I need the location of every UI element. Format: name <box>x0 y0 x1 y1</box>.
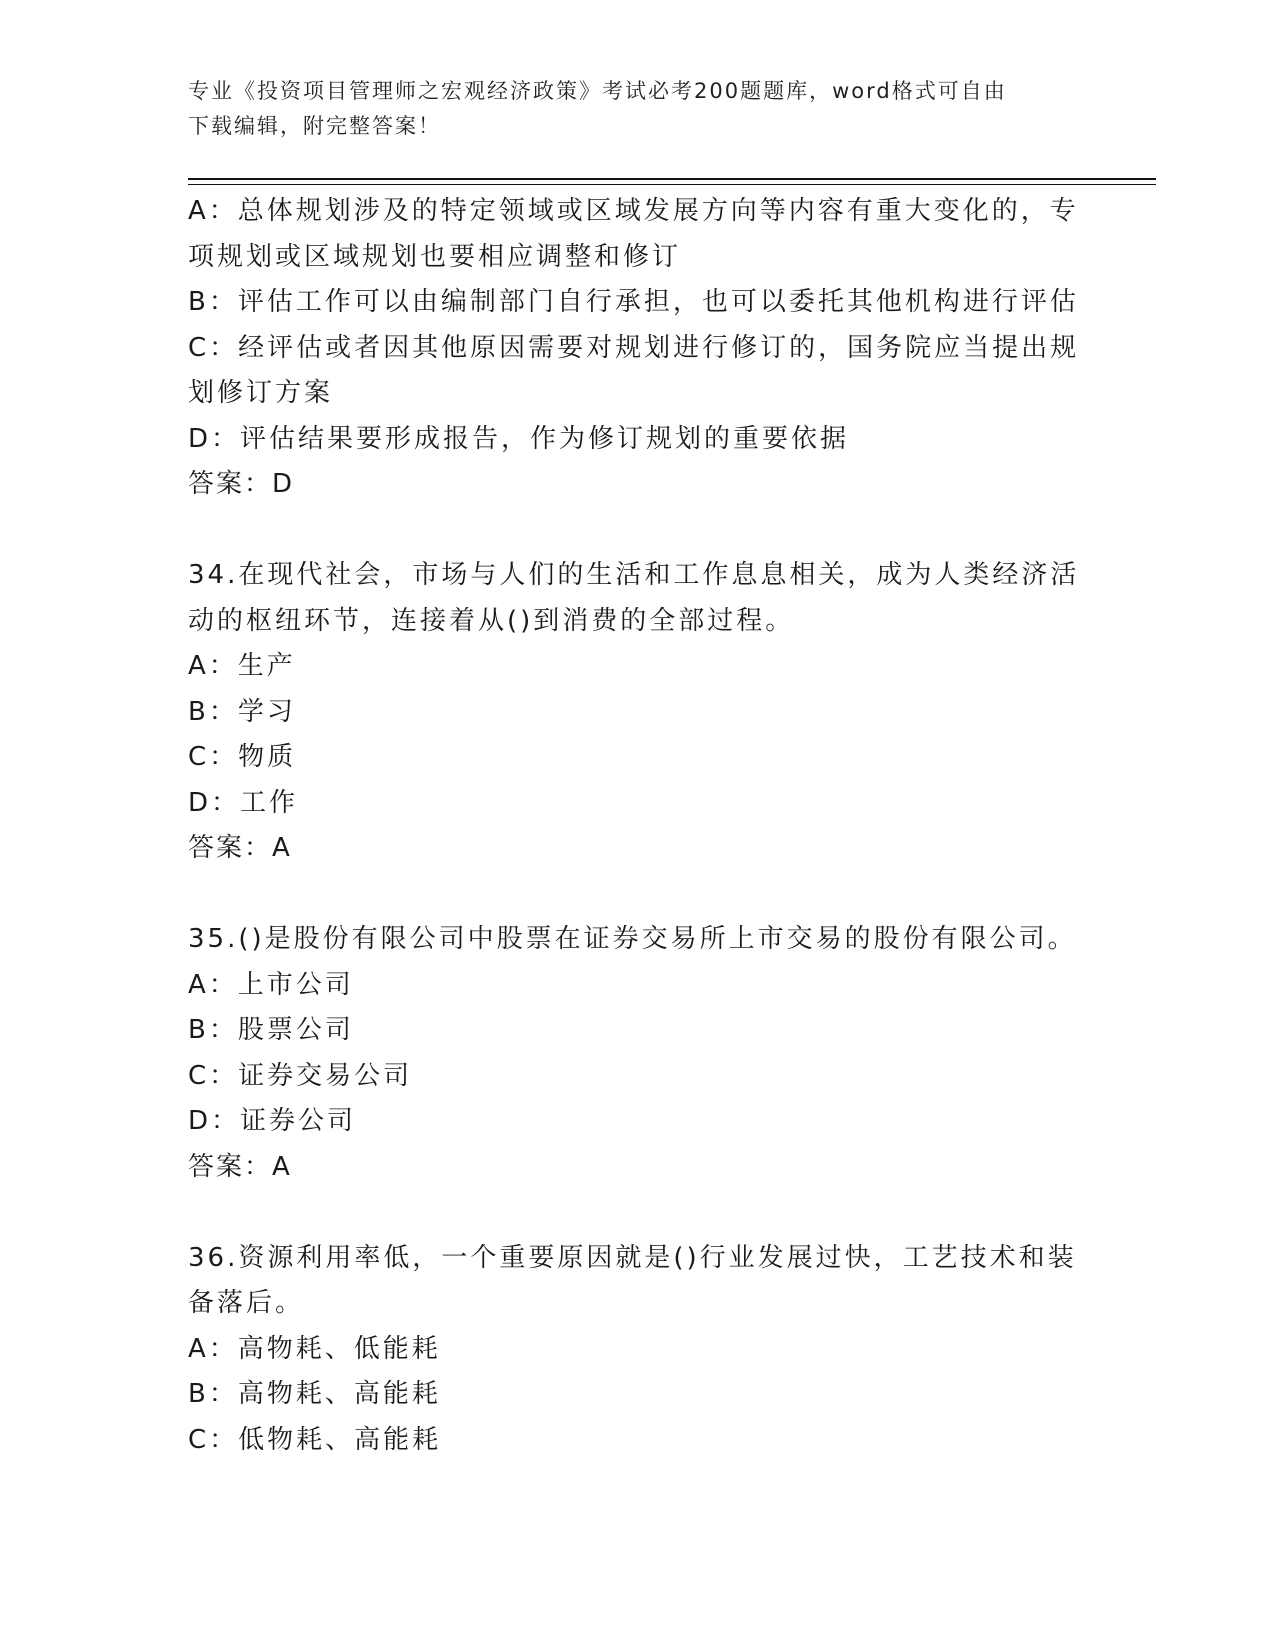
option-c: C：低物耗、高能耗 <box>188 1424 442 1455</box>
option-b: B：股票公司 <box>188 1015 354 1045</box>
option-a: A：高物耗、低能耗 <box>188 1333 441 1364</box>
spacer <box>188 872 1088 918</box>
option-c-line-2: 划修订方案 <box>188 378 334 408</box>
option-d: D：评估结果要形成报告，作为修订规划的重要依据 <box>188 423 850 454</box>
header-line-1: 专业《投资项目管理师之宏观经济政策》考试必考200题题库，word格式可自由 <box>188 79 1007 103</box>
prev-question-block <box>188 189 1088 508</box>
answer-line: 答案：A <box>188 1151 292 1182</box>
question-stem-line-2: 动的枢纽环节，连接着从()到消费的全部过程。 <box>188 605 795 636</box>
option-a-line-2: 项规划或区域规划也要相应调整和修订 <box>188 241 682 272</box>
question-36 <box>188 1236 1088 1464</box>
answer-line: 答案：D <box>188 469 295 499</box>
header-line-2: 下载编辑，附完整答案！ <box>188 114 441 138</box>
option-c: C：证券交易公司 <box>188 1060 413 1091</box>
question-stem-line-2: 备落后。 <box>188 1288 305 1318</box>
option-d: D：工作 <box>188 787 299 818</box>
question-content <box>188 189 1088 1463</box>
document-header <box>188 74 1068 144</box>
header-rule-thick <box>188 178 1156 180</box>
answer-line: 答案：A <box>188 833 292 863</box>
spacer <box>188 1190 1088 1236</box>
question-stem-line-1: 36.资源利用率低，一个重要原因就是()行业发展过快，工艺技术和装 <box>188 1242 1077 1273</box>
option-b: B：学习 <box>188 696 296 727</box>
option-a: A：生产 <box>188 651 296 681</box>
question-stem-line-1: 34.在现代社会，市场与人们的生活和工作息息相关，成为人类经济活 <box>188 560 1080 590</box>
option-c: C：物质 <box>188 742 297 772</box>
spacer <box>188 508 1088 554</box>
option-b: B：评估工作可以由编制部门自行承担，也可以委托其他机构进行评估 <box>188 287 1079 317</box>
option-d: D：证券公司 <box>188 1106 357 1136</box>
question-35 <box>188 917 1088 1190</box>
question-stem-line-1: 35.()是股份有限公司中股票在证券交易所上市交易的股份有限公司。 <box>188 924 1077 954</box>
header-rule-thin <box>188 184 1156 185</box>
question-34 <box>188 553 1088 872</box>
option-a: A：上市公司 <box>188 969 354 1000</box>
option-c-line-1: C：经评估或者因其他原因需要对规划进行修订的，国务院应当提出规 <box>188 332 1080 363</box>
option-a-line-1: A：总体规划涉及的特定领域或区域发展方向等内容有重大变化的，专 <box>188 196 1079 226</box>
option-b: B：高物耗、高能耗 <box>188 1379 441 1409</box>
